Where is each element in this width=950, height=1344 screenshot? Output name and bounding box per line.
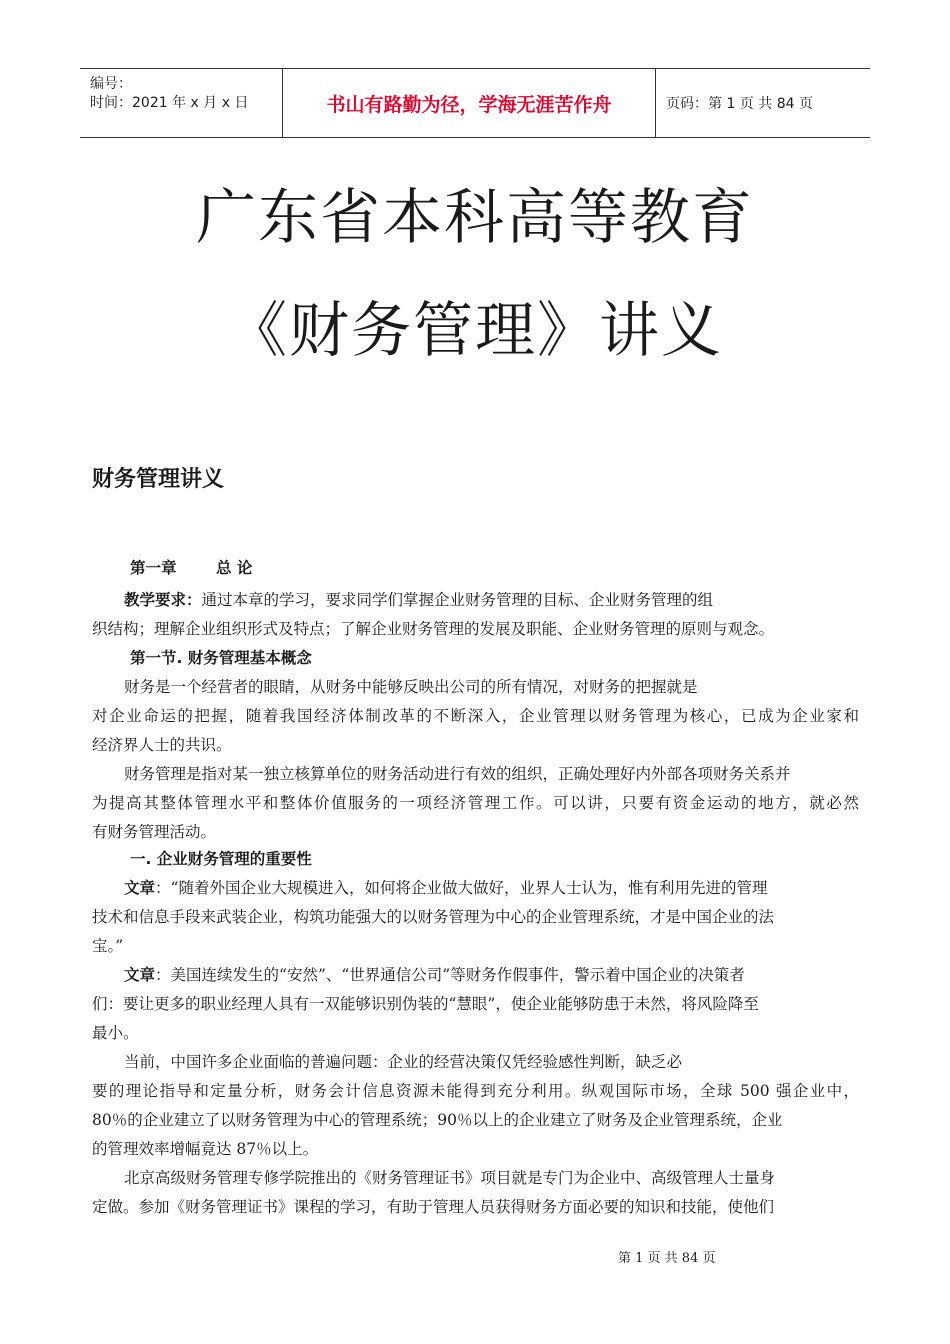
p3-line: 80％的企业建立了以财务管理为中心的管理系统；90％以上的企业建立了财务及企业管理系统，企业 bbox=[92, 1111, 783, 1129]
article2-line: 文章：美国连续发生的“安然”、“世界通信公司”等财务作假事件，警示着中国企业的决策者 bbox=[124, 966, 745, 984]
main-heading: 财务管理讲义 bbox=[92, 467, 225, 492]
header-motto: 书山有路勤为径，学海无涯苦作舟 bbox=[282, 69, 656, 137]
teaching-label: 教学要求： bbox=[124, 591, 202, 609]
header-page-info: 页码：第 1 页 共 84 页 bbox=[666, 96, 813, 112]
p1-line: 财务是一个经营者的眼睛，从财务中能够反映出公司的所有情况，对财务的把握就是 bbox=[124, 678, 698, 696]
p3-line: 要的理论指导和定量分析，财务会计信息资源未能得到充分利用。纵观国际市场，全球 500 强企业中， bbox=[92, 1082, 859, 1100]
p4-line: 北京高级财务管理专修学院推出的《财务管理证书》项目就是专门为企业中、高级管理人士量身 bbox=[124, 1169, 776, 1187]
page-header bbox=[80, 68, 870, 138]
article1-line: 宝。” bbox=[92, 937, 124, 955]
article-label: 文章 bbox=[124, 966, 156, 984]
time-label: 时间：2021 年 x 月 x 日 bbox=[90, 95, 249, 111]
teaching-line1: 教学要求：通过本章的学习，要求同学们掌握企业财务管理的目标、企业财务管理的组 bbox=[124, 591, 714, 609]
article2-line: 最小。 bbox=[92, 1024, 139, 1042]
p2-line: 为提高其整体管理水平和整体价值服务的一项经济管理工作。可以讲，只要有资金运动的地方，就必然 bbox=[92, 794, 859, 812]
p1-line: 经济界人士的共识。 bbox=[92, 736, 232, 754]
p2-line: 财务管理是指对某一独立核算单位的财务活动进行有效的组织，正确处理好内外部各项财务关系并 bbox=[124, 765, 791, 783]
teaching-line2: 织结构；理解企业组织形式及特点；了解企业财务管理的发展及职能、企业财务管理的原则与观念。 bbox=[92, 620, 775, 638]
doc-title-line2: 《财务管理》讲义 bbox=[227, 296, 723, 366]
chapter-label: 第一章 bbox=[130, 559, 177, 577]
p1-line: 对企业命运的把握，随着我国经济体制改革的不断深入，企业管理以财务管理为核心，已成为企业家和 bbox=[92, 707, 859, 725]
doc-title-line1: 广东省本科高等教育 bbox=[196, 183, 754, 253]
subsection-heading: 一. 企业财务管理的重要性 bbox=[130, 850, 312, 868]
article2-line: 们：要让更多的职业经理人具有一双能够识别伪装的“慧眼”，使企业能够防患于未然，将风险降至 bbox=[92, 995, 759, 1013]
number-label: 编号： bbox=[90, 76, 132, 92]
header-meta bbox=[80, 69, 282, 137]
article1-line: 文章：“随着外国企业大规模进入，如何将企业做大做好，业界人士认为，惟有利用先进的管理 bbox=[124, 879, 768, 897]
article-label: 文章 bbox=[124, 879, 156, 897]
article1-line: 技术和信息手段来武装企业，构筑功能强大的以财务管理为中心的企业管理系统，才是中国企业的法 bbox=[92, 908, 775, 926]
section-heading: 第一节. 财务管理基本概念 bbox=[130, 649, 312, 667]
p2-line: 有财务管理活动。 bbox=[92, 823, 217, 841]
p3-line: 的管理效率增幅竟达 87％以上。 bbox=[92, 1140, 319, 1158]
p3-line: 当前，中国许多企业面临的普遍问题：企业的经营决策仅凭经验感性判断，缺乏必 bbox=[124, 1053, 683, 1071]
page-footer: 第 1 页 共 84 页 bbox=[618, 1251, 716, 1266]
p4-line: 定做。参加《财务管理证书》课程的学习，有助于管理人员获得财务方面必要的知识和技能，使他们 bbox=[92, 1198, 775, 1216]
chapter-name: 总 论 bbox=[216, 559, 253, 577]
